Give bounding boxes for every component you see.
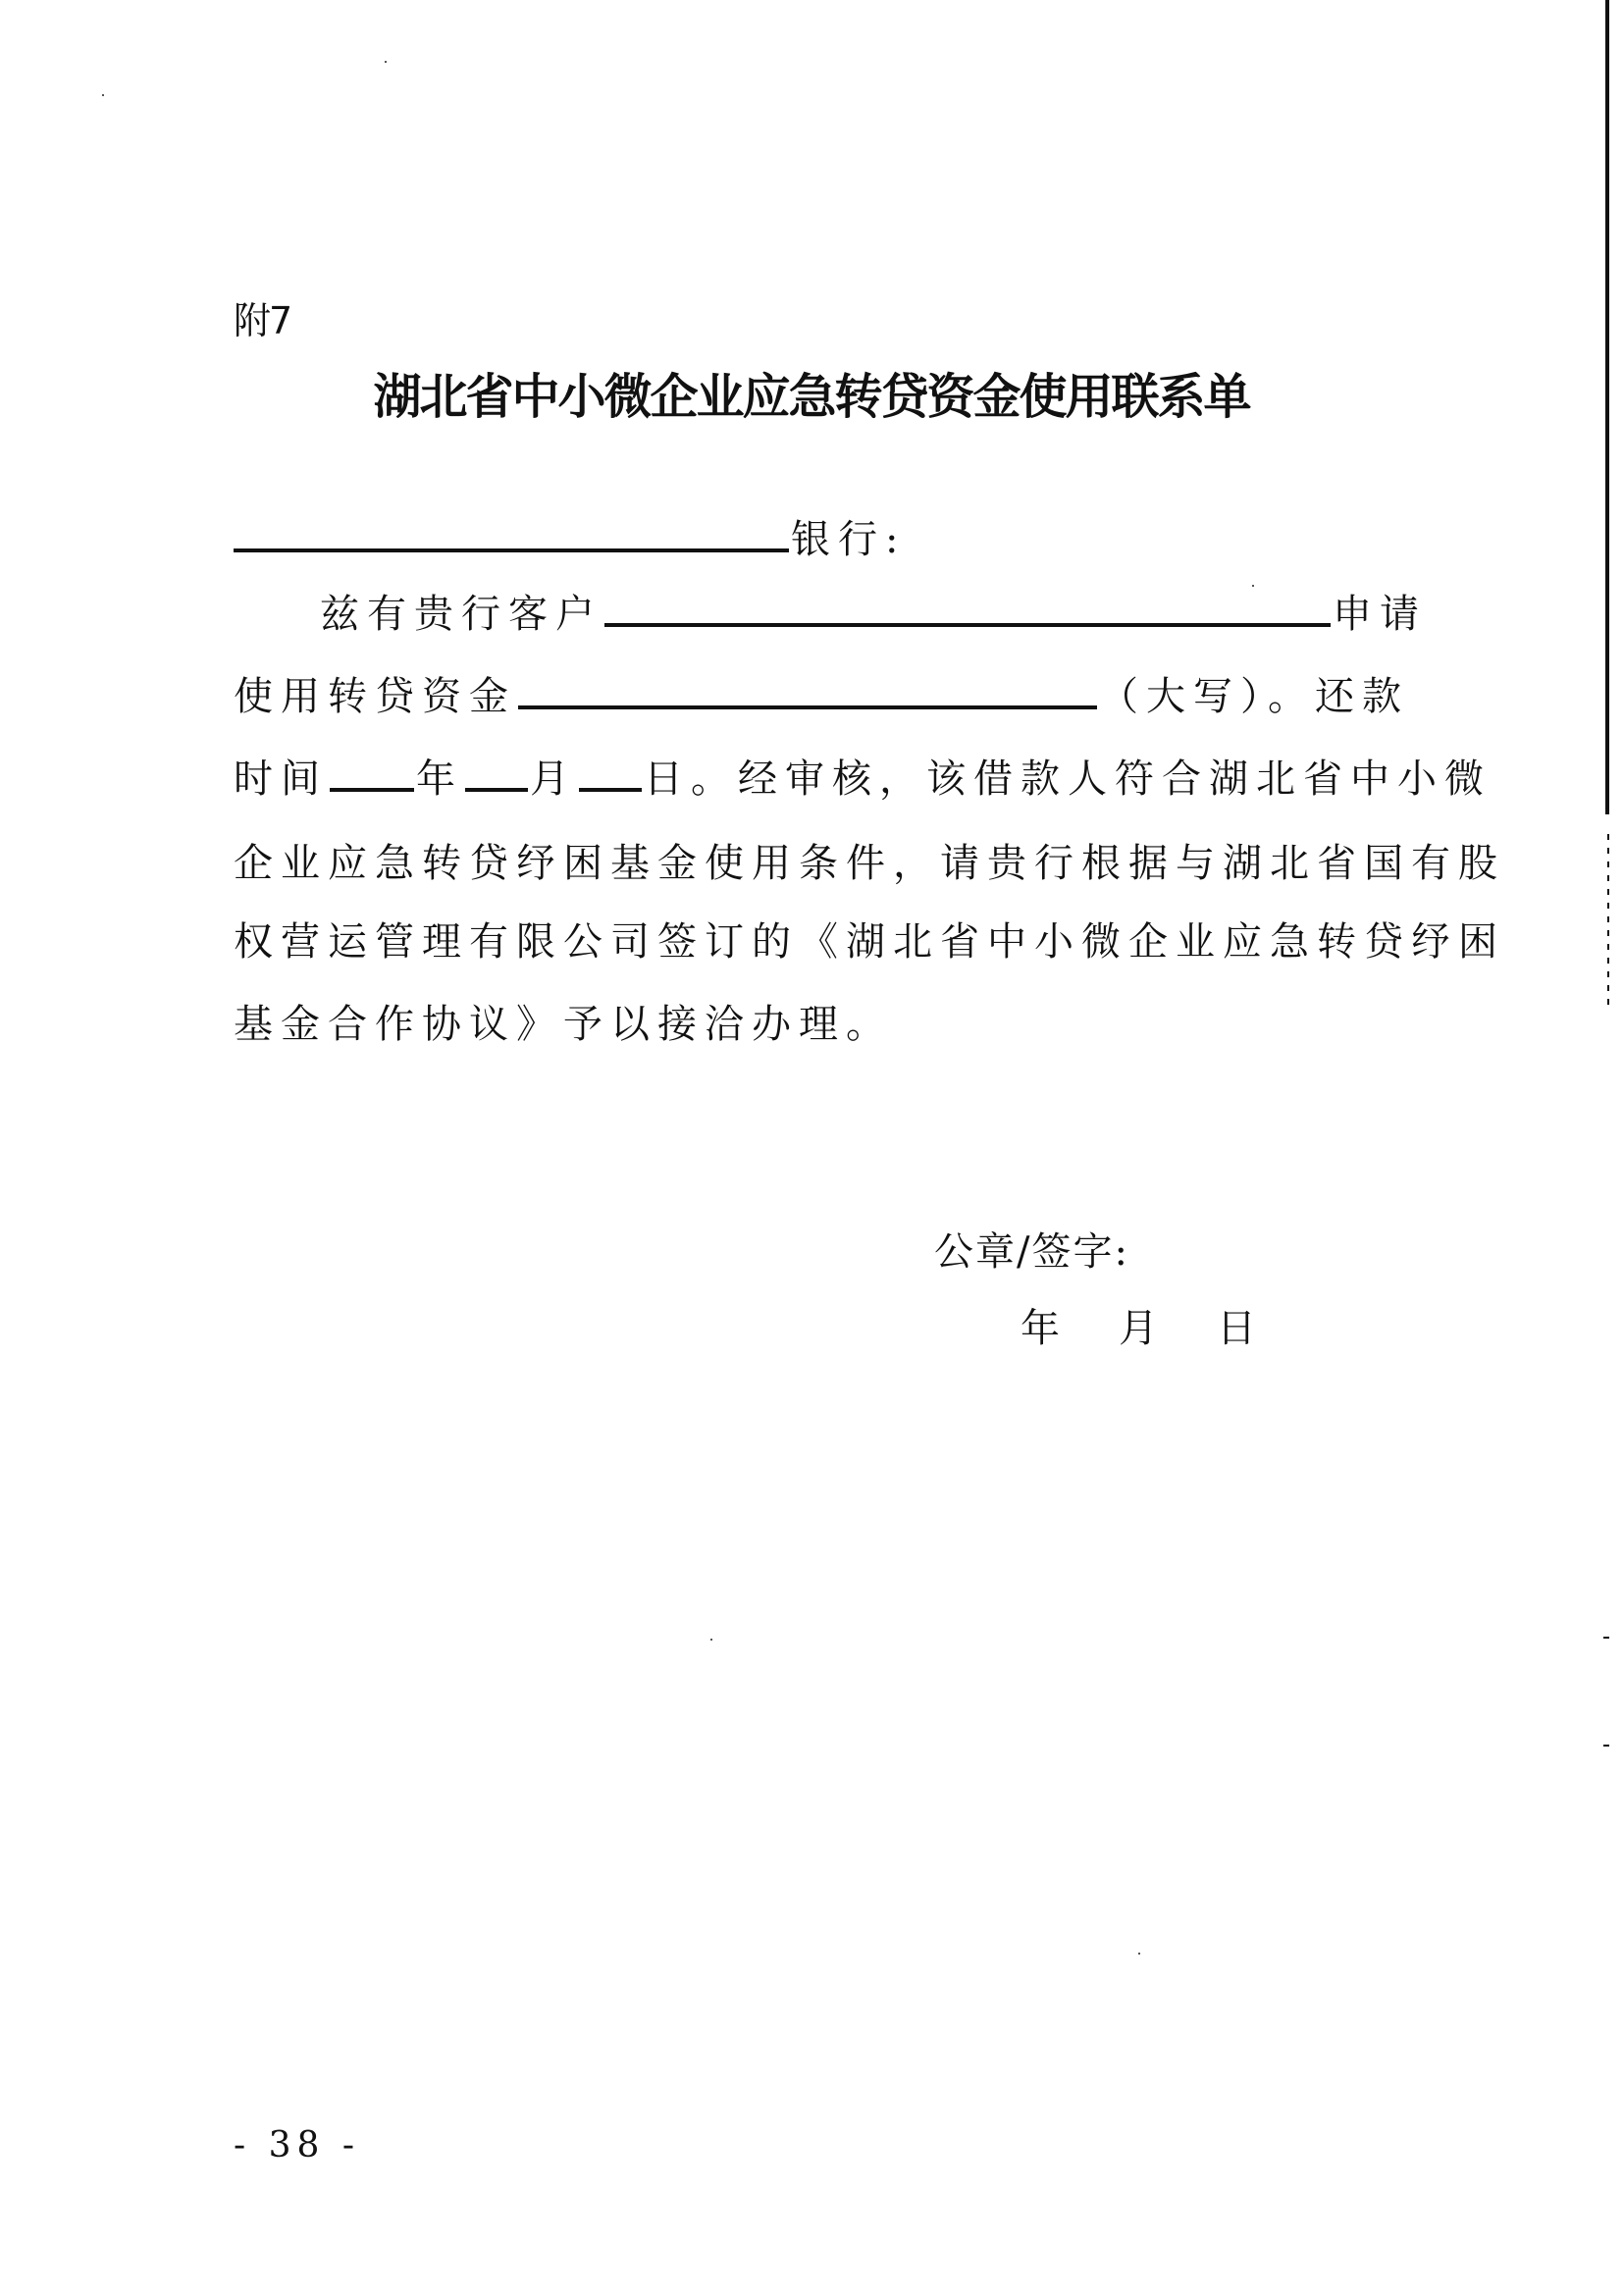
body-line-6: 基金合作协议》予以接洽办理。 [234, 1002, 893, 1047]
signature-year: 年 [1021, 1306, 1060, 1351]
bank-name-blank[interactable] [234, 548, 789, 552]
signature-day: 日 [1217, 1306, 1256, 1351]
scan-artifact [1603, 1745, 1609, 1747]
page-number: - 38 - [234, 2125, 361, 2166]
seal-signature-label: 公章/签字: [934, 1229, 1129, 1275]
loan-amount-prefix: 使用转贷资金 [234, 674, 516, 719]
scan-edge-shadow [1605, 0, 1609, 814]
customer-name-blank[interactable] [604, 622, 1331, 627]
month-label: 月 [530, 757, 577, 802]
scan-artifact [1603, 1637, 1609, 1639]
body-line-3 [234, 748, 1492, 804]
apply-text: 申请 [1333, 592, 1427, 637]
scan-speck [385, 61, 387, 63]
repay-time-prefix: 时间 [234, 757, 328, 802]
scan-speck [1252, 585, 1254, 587]
signature-month: 月 [1119, 1306, 1158, 1351]
body-line-2 [234, 665, 1409, 721]
scan-speck [1138, 1953, 1140, 1955]
repay-month-blank[interactable] [465, 787, 528, 792]
scan-edge-shadow-dashed [1607, 834, 1609, 1011]
repay-year-blank[interactable] [330, 787, 414, 792]
scan-speck [102, 94, 104, 96]
loan-amount-blank[interactable] [518, 704, 1097, 709]
body-line-1 [320, 583, 1427, 639]
customer-prefix: 兹有贵行客户 [320, 592, 602, 637]
bank-suffix: 银行: [791, 517, 907, 562]
year-label: 年 [416, 757, 463, 802]
addressee-line [234, 508, 906, 564]
signature-date [1021, 1297, 1256, 1353]
body-line-5: 权营运管理有限公司签订的《湖北省中小微企业应急转贷纾困 [234, 919, 1505, 965]
day-and-review-text: 日。经审核，该借款人符合湖北省中小微 [644, 757, 1492, 802]
attachment-label: 附7 [234, 299, 291, 342]
scan-speck [710, 1639, 712, 1641]
repay-day-blank[interactable] [579, 787, 642, 792]
body-line-4: 企业应急转贷纾困基金使用条件，请贵行根据与湖北省国有股 [234, 841, 1505, 886]
document-title: 湖北省中小微企业应急转贷资金使用联系单 [373, 369, 1250, 425]
capital-amount-suffix: （大写）。还款 [1099, 674, 1409, 719]
